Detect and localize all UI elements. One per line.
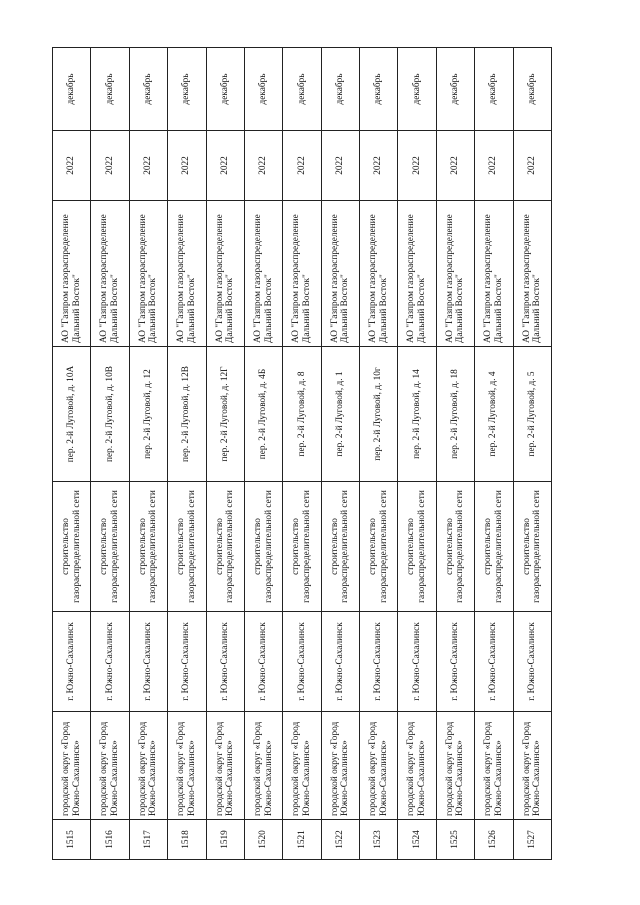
row-number: 1517 bbox=[129, 820, 167, 860]
organization-cell: АО "Газпром газораспределение Дальний Восток" bbox=[206, 201, 244, 347]
city-cell: г. Южно-Сахалинск bbox=[206, 612, 244, 712]
table-row bbox=[360, 48, 398, 860]
year-cell: 2022 bbox=[321, 131, 359, 201]
month-cell: декабрь bbox=[53, 48, 91, 131]
district-cell: городской округ «Город Южно-Сахалинск» bbox=[53, 712, 91, 820]
table-row bbox=[398, 48, 436, 860]
address-cell: пер. 2-й Луговой, д. 10В bbox=[91, 347, 129, 482]
city-cell: г. Южно-Сахалинск bbox=[513, 612, 552, 712]
month-cell: декабрь bbox=[206, 48, 244, 131]
table-row bbox=[475, 48, 513, 860]
address-cell: пер. 2-й Луговой, д. 12Г bbox=[206, 347, 244, 482]
address-cell: пер. 2-й Луговой, д. 10А bbox=[53, 347, 91, 482]
city-cell: г. Южно-Сахалинск bbox=[168, 612, 206, 712]
city-cell: г. Южно-Сахалинск bbox=[475, 612, 513, 712]
table-row bbox=[91, 48, 129, 860]
district-cell: городской округ «Город Южно-Сахалинск» bbox=[398, 712, 436, 820]
city-cell: г. Южно-Сахалинск bbox=[244, 612, 282, 712]
table-row bbox=[53, 48, 91, 860]
district-cell: городской округ «Город Южно-Сахалинск» bbox=[244, 712, 282, 820]
organization-cell: АО "Газпром газораспределение Дальний Восток" bbox=[513, 201, 552, 347]
year-cell: 2022 bbox=[360, 131, 398, 201]
month-cell: декабрь bbox=[436, 48, 474, 131]
organization-cell: АО "Газпром газораспределение Дальний Восток" bbox=[360, 201, 398, 347]
organization-cell: АО "Газпром газораспределение Дальний Восток" bbox=[398, 201, 436, 347]
address-cell: пер. 2-й Луговой, д. 14 bbox=[398, 347, 436, 482]
year-cell: 2022 bbox=[129, 131, 167, 201]
row-number: 1525 bbox=[436, 820, 474, 860]
district-cell: городской округ «Город Южно-Сахалинск» bbox=[360, 712, 398, 820]
row-number: 1527 bbox=[513, 820, 552, 860]
work-type-cell: строительство газораспределительной сети bbox=[436, 482, 474, 612]
district-cell: городской округ «Город Южно-Сахалинск» bbox=[436, 712, 474, 820]
work-type-cell: строительство газораспределительной сети bbox=[206, 482, 244, 612]
organization-cell: АО "Газпром газораспределение Дальний Восток" bbox=[321, 201, 359, 347]
month-cell: декабрь bbox=[398, 48, 436, 131]
city-cell: г. Южно-Сахалинск bbox=[398, 612, 436, 712]
row-number: 1526 bbox=[475, 820, 513, 860]
address-cell: пер. 2-й Луговой, д. 10г bbox=[360, 347, 398, 482]
row-number: 1520 bbox=[244, 820, 282, 860]
organization-cell: АО "Газпром газораспределение Дальний Восток" bbox=[283, 201, 321, 347]
row-number: 1519 bbox=[206, 820, 244, 860]
month-cell: декабрь bbox=[513, 48, 552, 131]
year-cell: 2022 bbox=[168, 131, 206, 201]
year-cell: 2022 bbox=[513, 131, 552, 201]
district-cell: городской округ «Город Южно-Сахалинск» bbox=[91, 712, 129, 820]
month-cell: декабрь bbox=[244, 48, 282, 131]
row-number: 1515 bbox=[53, 820, 91, 860]
month-cell: декабрь bbox=[360, 48, 398, 131]
address-cell: пер. 2-й Луговой, д. 4 bbox=[475, 347, 513, 482]
year-cell: 2022 bbox=[244, 131, 282, 201]
row-number: 1516 bbox=[91, 820, 129, 860]
month-cell: декабрь bbox=[283, 48, 321, 131]
work-type-cell: строительство газораспределительной сети bbox=[168, 482, 206, 612]
organization-cell: АО "Газпром газораспределение Дальний Восток" bbox=[53, 201, 91, 347]
district-cell: городской округ «Город Южно-Сахалинск» bbox=[475, 712, 513, 820]
year-cell: 2022 bbox=[398, 131, 436, 201]
organization-cell: АО "Газпром газораспределение Дальний Восток" bbox=[91, 201, 129, 347]
month-cell: декабрь bbox=[168, 48, 206, 131]
address-cell: пер. 2-й Луговой, д. 1 bbox=[321, 347, 359, 482]
year-cell: 2022 bbox=[283, 131, 321, 201]
rotated-page-content bbox=[52, 48, 552, 860]
year-cell: 2022 bbox=[475, 131, 513, 201]
organization-cell: АО "Газпром газораспределение Дальний Восток" bbox=[168, 201, 206, 347]
work-type-cell: строительство газораспределительной сети bbox=[53, 482, 91, 612]
organization-cell: АО "Газпром газораспределение Дальний Восток" bbox=[436, 201, 474, 347]
district-cell: городской округ «Город Южно-Сахалинск» bbox=[283, 712, 321, 820]
organization-cell: АО "Газпром газораспределение Дальний Восток" bbox=[244, 201, 282, 347]
month-cell: декабрь bbox=[91, 48, 129, 131]
city-cell: г. Южно-Сахалинск bbox=[53, 612, 91, 712]
city-cell: г. Южно-Сахалинск bbox=[360, 612, 398, 712]
table-body bbox=[53, 48, 552, 860]
row-number: 1522 bbox=[321, 820, 359, 860]
table-row bbox=[206, 48, 244, 860]
year-cell: 2022 bbox=[206, 131, 244, 201]
row-number: 1524 bbox=[398, 820, 436, 860]
work-type-cell: строительство газораспределительной сети bbox=[244, 482, 282, 612]
address-cell: пер. 2-й Луговой, д. 18 bbox=[436, 347, 474, 482]
district-cell: городской округ «Город Южно-Сахалинск» bbox=[206, 712, 244, 820]
district-cell: городской округ «Город Южно-Сахалинск» bbox=[168, 712, 206, 820]
work-type-cell: строительство газораспределительной сети bbox=[129, 482, 167, 612]
year-cell: 2022 bbox=[53, 131, 91, 201]
district-cell: городской округ «Город Южно-Сахалинск» bbox=[129, 712, 167, 820]
work-type-cell: строительство газораспределительной сети bbox=[360, 482, 398, 612]
table-row bbox=[513, 48, 552, 860]
city-cell: г. Южно-Сахалинск bbox=[129, 612, 167, 712]
row-number: 1523 bbox=[360, 820, 398, 860]
organization-cell: АО "Газпром газораспределение Дальний Восток" bbox=[129, 201, 167, 347]
row-number: 1518 bbox=[168, 820, 206, 860]
month-cell: декабрь bbox=[475, 48, 513, 131]
work-type-cell: строительство газораспределительной сети bbox=[321, 482, 359, 612]
table-row bbox=[436, 48, 474, 860]
address-cell: пер. 2-й Луговой, д. 12В bbox=[168, 347, 206, 482]
month-cell: декабрь bbox=[321, 48, 359, 131]
district-cell: городской округ «Город Южно-Сахалинск» bbox=[513, 712, 552, 820]
district-cell: городской округ «Город Южно-Сахалинск» bbox=[321, 712, 359, 820]
table-row bbox=[283, 48, 321, 860]
work-type-cell: строительство газораспределительной сети bbox=[398, 482, 436, 612]
city-cell: г. Южно-Сахалинск bbox=[321, 612, 359, 712]
work-type-cell: строительство газораспределительной сети bbox=[283, 482, 321, 612]
address-cell: пер. 2-й Луговой, д. 8 bbox=[283, 347, 321, 482]
address-cell: пер. 2-й Луговой, д. 5 bbox=[513, 347, 552, 482]
month-cell: декабрь bbox=[129, 48, 167, 131]
year-cell: 2022 bbox=[91, 131, 129, 201]
gas-network-table bbox=[52, 47, 552, 860]
city-cell: г. Южно-Сахалинск bbox=[283, 612, 321, 712]
work-type-cell: строительство газораспределительной сети bbox=[513, 482, 552, 612]
table-row bbox=[321, 48, 359, 860]
address-cell: пер. 2-й Луговой, д. 4Б bbox=[244, 347, 282, 482]
address-cell: пер. 2-й Луговой, д. 12 bbox=[129, 347, 167, 482]
table-row bbox=[244, 48, 282, 860]
table-row bbox=[168, 48, 206, 860]
row-number: 1521 bbox=[283, 820, 321, 860]
work-type-cell: строительство газораспределительной сети bbox=[91, 482, 129, 612]
city-cell: г. Южно-Сахалинск bbox=[436, 612, 474, 712]
work-type-cell: строительство газораспределительной сети bbox=[475, 482, 513, 612]
table-row bbox=[129, 48, 167, 860]
organization-cell: АО "Газпром газораспределение Дальний Восток" bbox=[475, 201, 513, 347]
city-cell: г. Южно-Сахалинск bbox=[91, 612, 129, 712]
year-cell: 2022 bbox=[436, 131, 474, 201]
